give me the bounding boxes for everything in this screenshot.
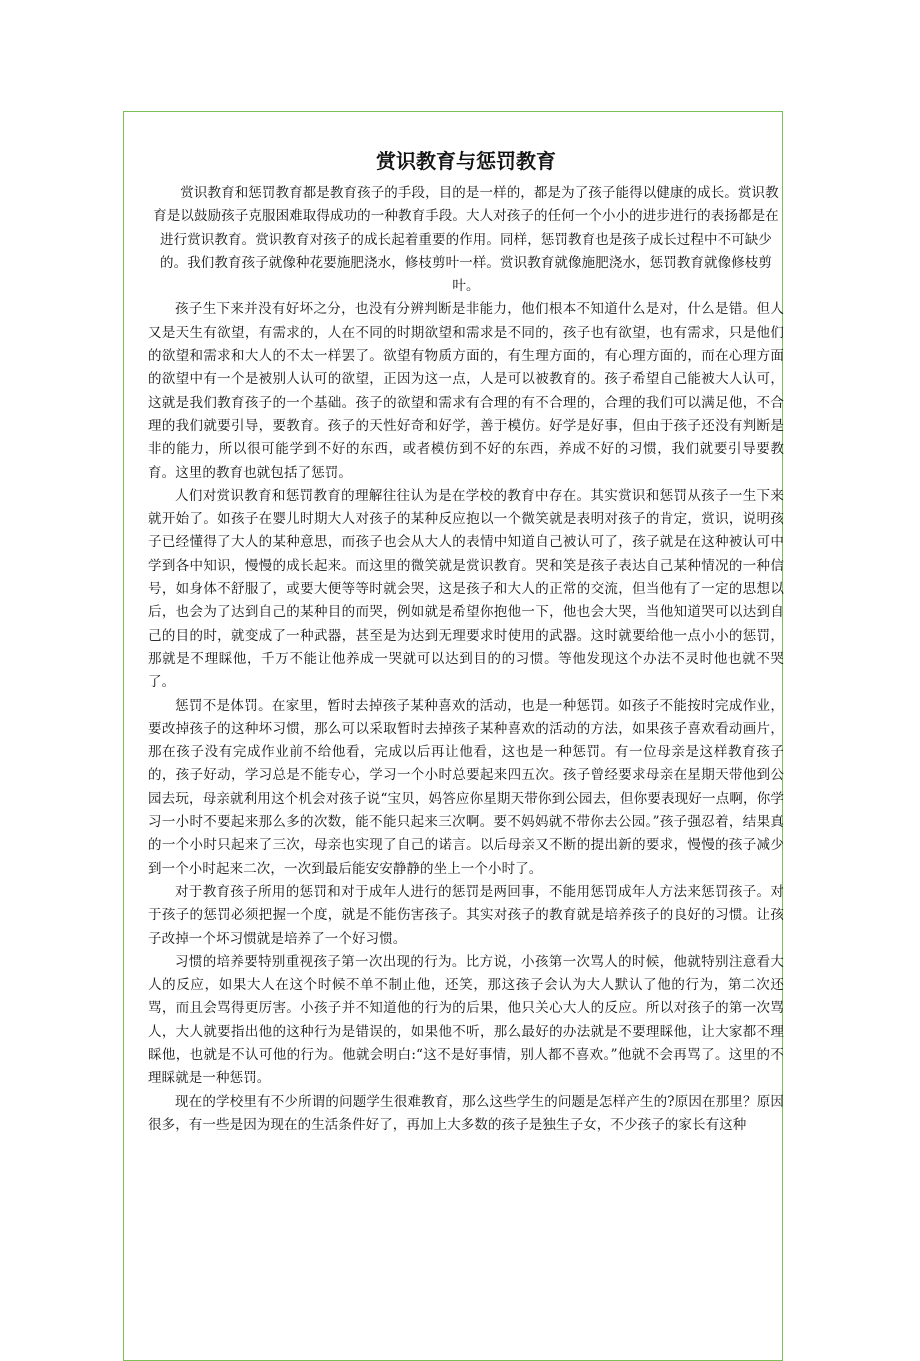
paragraph-3: 人们对赏识教育和惩罚教育的理解往往认为是在学校的教育中存在。其实赏识和惩罚从孩子一生下来就开始了。如孩子在婴儿时期大人对孩子的某种反应抱以一个微笑就是表明对孩子的肯定，赏识，说明孩子已经懂得了大人的某种意思，而孩子也会从大人的表情中知道自己被认可了，孩子就是在这种被认可中学到各中知识，慢慢的成长起来。而这里的微笑就是赏识教育。哭和笑是孩子表达自己某种情况的一种信号，如身体不舒服了，或要大便等等时就会哭，这是孩子和大人的正常的交流，但当他有了一定的思想以后，也会为了达到自己的某种目的而哭，例如就是希望你抱他一下，他也会大哭，当他知道哭可以达到自己的目的时，就变成了一种武器，甚至是为达到无理要求时使用的武器。这时就要给他一点小小的惩罚，那就是不理睬他，千万不能让他养成一哭就可以达到目的的习惯。等他发现这个办法不灵时他也就不哭了。 <box>148 487 784 691</box>
paragraph-7: 现在的学校里有不少所谓的问题学生很难教育，那么这些学生的问题是怎样产生的?原因在那里？原因很多，有一些是因为现在的生活条件好了，再加上大多数的孩子是独生子女，不少孩子的家长有这种 <box>148 1093 784 1133</box>
paragraph-1: 赏识教育和惩罚教育都是教育孩子的手段，目的是一样的，都是为了孩子能得以健康的成长。赏识教育是以鼓励孩子克服困难取得成功的一种教育手段。大人对孩子的任何一个小小的进步进行的表扬都是在进行赏识教育。赏识教育对孩子的成长起着重要的作用。同样，惩罚教育也是孩子成长过程中不可缺少的。我们教育孩子就像种花要施肥浇水，修枝剪叶一样。赏识教育就像施肥浇水，惩罚教育就像修枝剪叶。 <box>153 185 779 295</box>
paragraph-5: 对于教育孩子所用的惩罚和对于成年人进行的惩罚是两回事，不能用惩罚成年人方法来惩罚孩子。对于孩子的惩罚必须把握一个度，就是不能伤害孩子。其实对孩子的教育就是培养孩子的良好的习惯。让孩子改掉一个坏习惯就是培养了一个好习惯。 <box>148 883 784 947</box>
document-body <box>148 143 784 1137</box>
paragraph-2: 孩子生下来并没有好坏之分，也没有分辨判断是非能力，他们根本不知道什么是对，什么是错。但人又是天生有欲望，有需求的，人在不同的时期欲望和需求是不同的，孩子也有欲望，也有需求，只是他们的欲望和需求和大人的不太一样罢了。欲望有物质方面的，有生理方面的，有心理方面的，而在心理方面的欲望中有一个是被别人认可的欲望，正因为这一点，人是可以被教育的。孩子希望自己能被大人认可，这就是我们教育孩子的一个基础。孩子的欲望和需求有合理的有不合理的，合理的我们可以满足他，不合理的我们就要引导，要教育。孩子的天性好奇和好学，善于模仿。好学是好事，但由于孩子还没有判断是非的能力，所以很可能学到不好的东西，或者模仿到不好的东西，养成不好的习惯，我们就要引导要教育。这里的教育也就包括了惩罚。 <box>148 301 784 481</box>
paragraph-4: 惩罚不是体罚。在家里，暂时去掉孩子某种喜欢的活动，也是一种惩罚。如孩子不能按时完成作业，要改掉孩子的这种坏习惯，那么可以采取暂时去掉孩子某种喜欢的活动的方法，如果孩子喜欢看动画片，那在孩子没有完成作业前不给他看，完成以后再让他看，这也是一种惩罚。有一位母亲是这样教育孩子的，孩子好动，学习总是不能专心，学习一个小时总要起来四五次。孩子曾经要求母亲在星期天带他到公园去玩，母亲就利用这个机会对孩子说“宝贝，妈答应你星期天带你到公园去，但你要表现好一点啊，你学习一小时不要起来那么多的次数，能不能只起来三次啊。要不妈妈就不带你去公园。”孩子强忍着，结果真的一个小时只起来了三次，母亲也实现了自己的诺言。以后母亲又不断的提出新的要求，慢慢的孩子减少到一个小时起来二次，一次到最后能安安静静的坐上一个小时了。 <box>148 697 784 877</box>
document-title: 赏识教育与惩罚教育 <box>376 149 556 173</box>
paragraph-6: 习惯的培养要特别重视孩子第一次出现的行为。比方说，小孩第一次骂人的时候，他就特别注意看大人的反应，如果大人在这个时候不单不制止他，还笑，那这孩子会认为大人默认了他的行为，第二次还骂，而且会骂得更厉害。小孩子并不知道他的行为的后果，他只关心大人的反应。所以对孩子的第一次骂人，大人就要指出他的这种行为是错误的，如果他不听，那么最好的办法就是不要理睬他，让大家都不理睬他，也就是不认可他的行为。他就会明白:“这不是好事情，别人都不喜欢。”他就不会再骂了。这里的不理睬就是一种惩罚。 <box>148 953 784 1087</box>
